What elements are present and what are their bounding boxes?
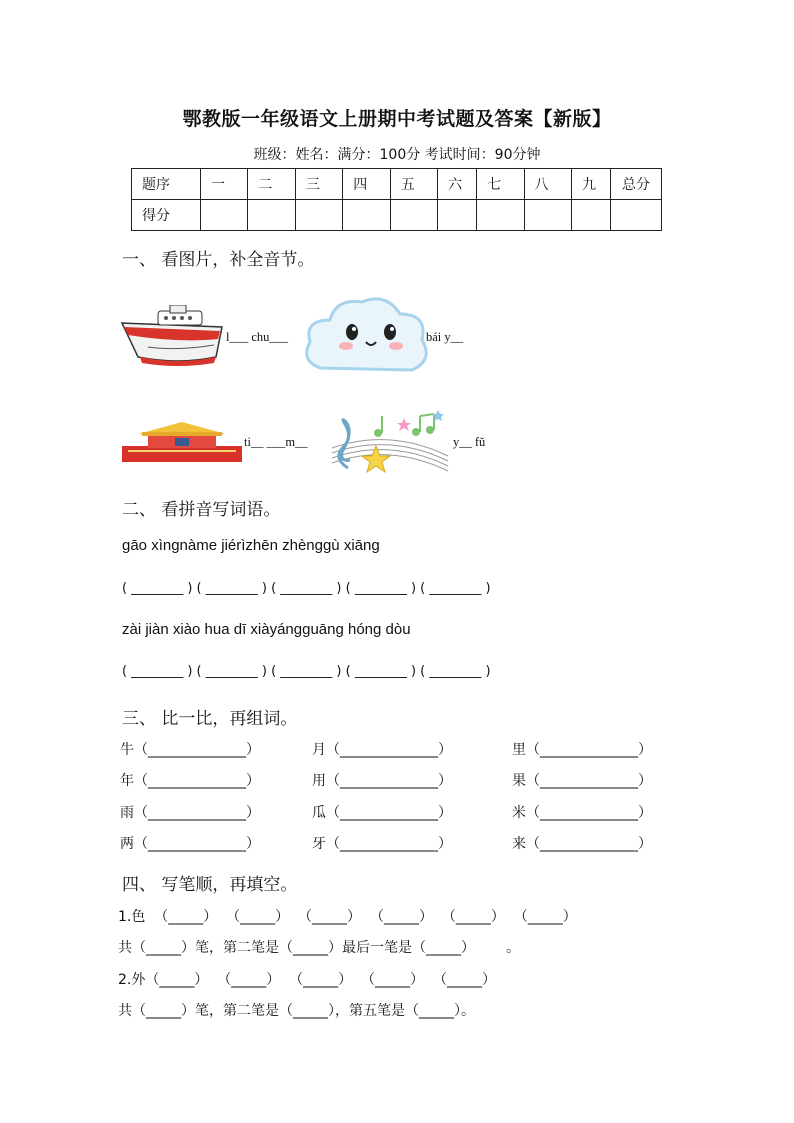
score-cell[interactable] (524, 200, 571, 231)
table-cell: 七 (477, 169, 524, 200)
page-title: 鄂教版一年级语文上册期中考试题及答案【新版】 (182, 108, 612, 130)
compare-item[interactable]: 里（______________） (512, 742, 652, 758)
ship-icon (118, 305, 228, 367)
compare-item[interactable]: 两（______________） (120, 836, 260, 852)
stroke-question-line[interactable]: 共（_____）笔，第二笔是（_____），第五笔是（_____）。 (118, 1003, 475, 1019)
score-cell[interactable] (477, 200, 524, 231)
stroke-order-line[interactable]: 1.色 （_____） （_____） （_____） （_____） （_____） （_____） (118, 909, 577, 925)
table-cell: 得分 (132, 200, 201, 231)
score-table-header-row (132, 169, 662, 200)
compare-item[interactable]: 用（______________） (312, 773, 452, 789)
table-cell: 八 (524, 169, 571, 200)
stroke-order-line[interactable]: 2.外（_____） （_____） （_____） （_____） （_____） (118, 972, 496, 988)
cloud-icon (300, 290, 432, 382)
table-cell: 三 (295, 169, 342, 200)
pinyin-row-1: gāo xìngnàme jiérìzhēn zhènggù xiāng (122, 537, 380, 554)
table-cell: 五 (390, 169, 437, 200)
score-cell[interactable] (201, 200, 248, 231)
table-cell: 二 (248, 169, 295, 200)
compare-item[interactable]: 果（______________） (512, 773, 652, 789)
gate-pinyin: ti__ ___m__ (244, 435, 308, 449)
section-4-heading: 四、 写笔顺，再填空。 (122, 875, 298, 895)
compare-item[interactable]: 年（______________） (120, 773, 260, 789)
score-cell[interactable] (572, 200, 611, 231)
score-cell[interactable] (438, 200, 477, 231)
table-cell: 题序 (132, 169, 201, 200)
table-cell: 四 (343, 169, 390, 200)
score-cell[interactable] (611, 200, 662, 231)
ship-pinyin: l___ chu___ (226, 330, 289, 344)
compare-item[interactable]: 牙（______________） (312, 836, 452, 852)
table-cell: 一 (201, 169, 248, 200)
table-cell: 总分 (611, 169, 662, 200)
exam-info: 班级：姓名：满分：100分 考试时间：90分钟 (253, 147, 541, 163)
score-cell[interactable] (295, 200, 342, 231)
table-cell: 九 (572, 169, 611, 200)
score-cell[interactable] (248, 200, 295, 231)
compare-item[interactable]: 瓜（______________） (312, 805, 452, 821)
answer-blanks-row-1[interactable]: ( ________ ) ( ________ ) ( ________ ) ( ________ ) ( ________ ) (122, 581, 491, 596)
music-pinyin: y__ fǔ (453, 435, 486, 449)
section-2-heading: 二、 看拼音写词语。 (122, 500, 281, 520)
section-1-heading: 一、 看图片，补全音节。 (122, 250, 315, 270)
pinyin-row-2: zài jiàn xiào hua dī xiàyángguāng hóng dòu (122, 621, 411, 638)
compare-item[interactable]: 来（______________） (512, 836, 652, 852)
score-table (131, 168, 662, 231)
table-cell: 六 (438, 169, 477, 200)
answer-blanks-row-2[interactable]: ( ________ ) ( ________ ) ( ________ ) ( ________ ) ( ________ ) (122, 664, 491, 679)
compare-item[interactable]: 牛（______________） (120, 742, 260, 758)
cloud-pinyin: bái y__ (426, 330, 464, 344)
music-notes-icon (330, 408, 450, 474)
compare-item[interactable]: 雨（______________） (120, 805, 260, 821)
score-table-score-row (132, 200, 662, 231)
compare-item[interactable]: 月（______________） (312, 742, 452, 758)
stroke-question-line[interactable]: 共（_____）笔，第二笔是（_____）最后一笔是（_____） 。 (118, 940, 521, 956)
score-cell[interactable] (343, 200, 390, 231)
compare-item[interactable]: 米（______________） (512, 805, 652, 821)
score-cell[interactable] (390, 200, 437, 231)
tiananmen-gate-icon (120, 420, 244, 464)
section-3-heading: 三、 比一比，再组词。 (122, 709, 298, 729)
